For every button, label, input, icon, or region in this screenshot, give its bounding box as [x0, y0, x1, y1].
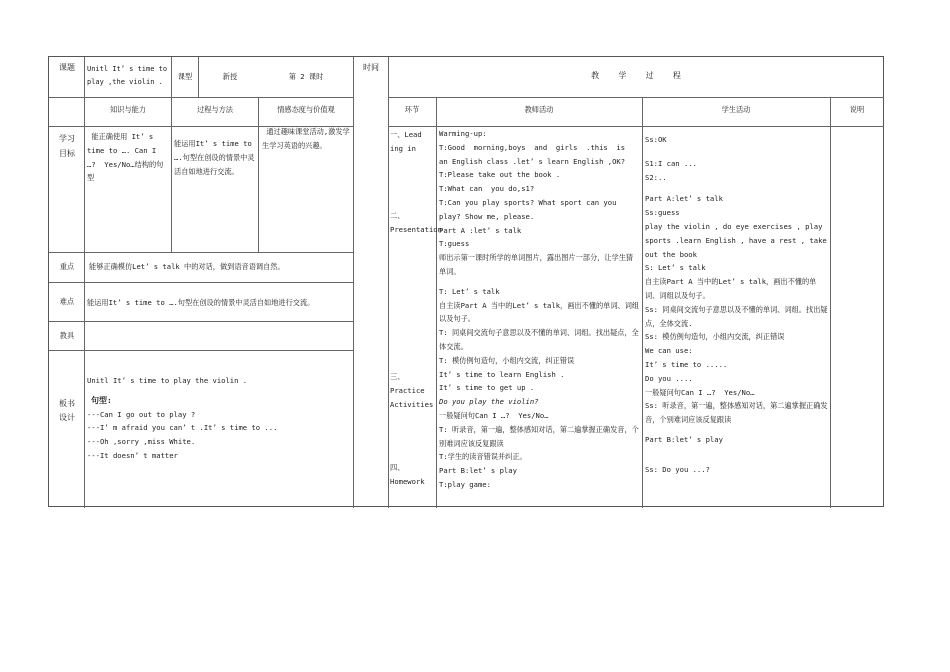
board-title: Unitl It’ s time to play the violin .: [87, 376, 248, 385]
teacher-line: T: 听录音，第一遍，整体感知对话，第二遍掌握正确发音，个别难词应该反复跟读: [439, 424, 639, 448]
attitude-text: 通过趣味课堂活动,激发学生学习英语的兴趣。: [262, 127, 350, 150]
type-label: 课型: [177, 72, 193, 81]
student-line: Part B:let’ s play: [645, 434, 723, 444]
teacher-line: T:学生的读音错误并纠正。: [439, 452, 527, 462]
student-line: Part A:let’ s talk: [645, 194, 723, 204]
col-divider: [171, 57, 172, 252]
teacher-line: Do you play the violin?: [439, 397, 539, 407]
teacher-line: T:guess: [439, 239, 470, 249]
board-line: ---Oh ,sorry ,miss White.: [87, 437, 196, 446]
teacher-line: Warming-up:: [439, 129, 487, 138]
teacher-line: T:Can you play sports? What sport can you play? Show me, please.: [439, 197, 621, 221]
key-point-text: 能够正确模仿Let’ s talk 中的对话，做到语音语调自然。: [89, 262, 285, 271]
stage-homework: 四、Homework: [390, 463, 425, 486]
student-activities: [645, 133, 832, 477]
student-line: [645, 184, 828, 192]
difficult-point-label: 难点: [59, 297, 75, 306]
teacher-line: T:play game:: [439, 479, 491, 489]
row-divider: [388, 97, 884, 98]
student-line: 自主读Part A 当中的Let’ s talk，画出不懂的单词、词组以及句子。: [645, 277, 817, 300]
student-line: 一般疑问句Can I …? Yes/No…: [645, 387, 755, 397]
key-point-label: 重点: [59, 262, 75, 271]
student-line: Do you ....: [645, 373, 693, 383]
col-divider: [388, 57, 389, 508]
teacher-line: 自主读Part A 当中的Let’ s talk，画出不懂的单词、词组以及句子。: [439, 300, 640, 324]
row-divider: [49, 321, 353, 322]
teacher-line: T: 模仿例句造句，小组内交流，纠正错误: [439, 355, 575, 365]
student-line: It’ s time to .....: [645, 359, 728, 369]
student-line: Ss: 模仿例句造句，小组内交流，纠正错误: [645, 332, 785, 342]
lesson-plan-table: [48, 56, 884, 507]
board-label: 板书设计: [59, 399, 75, 422]
student-line: S: Let’ s talk: [645, 263, 706, 273]
student-line: [645, 447, 828, 463]
type-value: 新授: [222, 72, 238, 81]
row-divider: [49, 97, 353, 98]
objectives-label: 学习目标: [59, 134, 75, 158]
lesson-title: Unitl It’ s time to play ,the violin .: [87, 65, 172, 86]
student-line: S2:..: [645, 172, 667, 182]
student-line: Ss: Do you ...?: [645, 464, 710, 474]
process-title: 教 学 过 程: [591, 71, 681, 80]
student-line: Ss: 听录音，第一遍，整体感知对话，第二遍掌握正确发音，个别难词应该反复跟读: [645, 401, 828, 425]
col-divider: [84, 57, 85, 508]
teacher-line: It’ s time to get up .: [439, 383, 535, 393]
col-divider: [198, 57, 199, 97]
method-text: 能运用It’ s time to ….句型在创设的情景中灵活自如地进行交流。: [174, 139, 257, 176]
teacher-line: It’ s time to learn English .: [439, 369, 565, 379]
period: 第 2 课时: [288, 72, 324, 81]
note-heading: 说明: [849, 105, 865, 114]
student-line: [645, 147, 828, 157]
student-line: play the violin , do eye exercises , play sports .learn English , have a rest , take out the book: [645, 221, 832, 259]
stage-leading-in: 一、Lead ing in: [390, 130, 427, 153]
knowledge-text: 能正确使用 It’ s time to …. Can I …? Yes/No…结构的句型: [87, 132, 164, 183]
board-line: ---It doesn’ t matter: [87, 451, 178, 460]
board-line: ---Can I go out to play ?: [87, 410, 196, 419]
method-heading: 过程与方法: [197, 105, 233, 114]
attitude-heading: 情感态度与价值观: [277, 105, 335, 114]
stage-presentation: 二、Presentation: [390, 211, 442, 234]
teacher-line: T:Good morning,boys and girls .this is an English class .let’ s learn English ,OK?: [439, 142, 634, 166]
student-line: Ss:guess: [645, 208, 680, 218]
lesson-label: 课题: [59, 63, 75, 72]
teacher-line: T:Please take out the book .: [439, 170, 561, 180]
student-heading: 学生活动: [721, 105, 751, 114]
student-line: S1:I can ...: [645, 158, 697, 168]
stage-practice: 三、Practice Activities: [390, 372, 434, 409]
board-pattern-label: 句型:: [91, 396, 112, 405]
row-divider: [49, 252, 353, 253]
student-line: Ss:OK: [645, 135, 667, 144]
knowledge-heading: 知识与能力: [110, 105, 146, 114]
teacher-activities: [439, 127, 640, 492]
board-line: ---I’ m afraid you can’ t .It’ s time to ...: [87, 423, 278, 432]
teacher-line: T: 同桌间交流句子意思以及不懂的单词、词组。找出疑点，全体交流。: [439, 328, 639, 351]
teacher-line: 师出示第一课时所学的单词图片，露出图片一部分，让学生猜单词。: [439, 253, 634, 276]
col-divider: [353, 57, 354, 508]
col-divider: [436, 97, 437, 508]
col-divider: [258, 97, 259, 252]
time-label: 时间: [363, 63, 379, 72]
teacher-heading: 教师活动: [524, 105, 554, 114]
teacher-line: T: Let’ s talk: [439, 286, 500, 296]
col-divider: [830, 97, 831, 508]
col-divider: [642, 97, 643, 508]
teaching-aids-label: 教具: [59, 331, 75, 340]
difficult-point-text: 能运用It’ s time to ….句型在创设的情景中灵活自如地进行交流。: [87, 298, 315, 307]
stage-heading: 环节: [404, 105, 420, 114]
teacher-line: Part B:let’ s play: [439, 466, 517, 476]
student-line: We can use:: [645, 346, 693, 356]
teacher-line: 一般疑问句Can I …? Yes/No…: [439, 410, 549, 420]
student-line: Ss: 同桌间交流句子意思以及不懂的单词、词组。找出疑点，全体交流.: [645, 304, 828, 328]
row-divider: [49, 350, 353, 351]
teacher-line: T:What can you do,s1?: [439, 184, 535, 194]
row-divider: [49, 282, 353, 283]
teacher-line: Part A :let’ s talk: [439, 225, 522, 235]
